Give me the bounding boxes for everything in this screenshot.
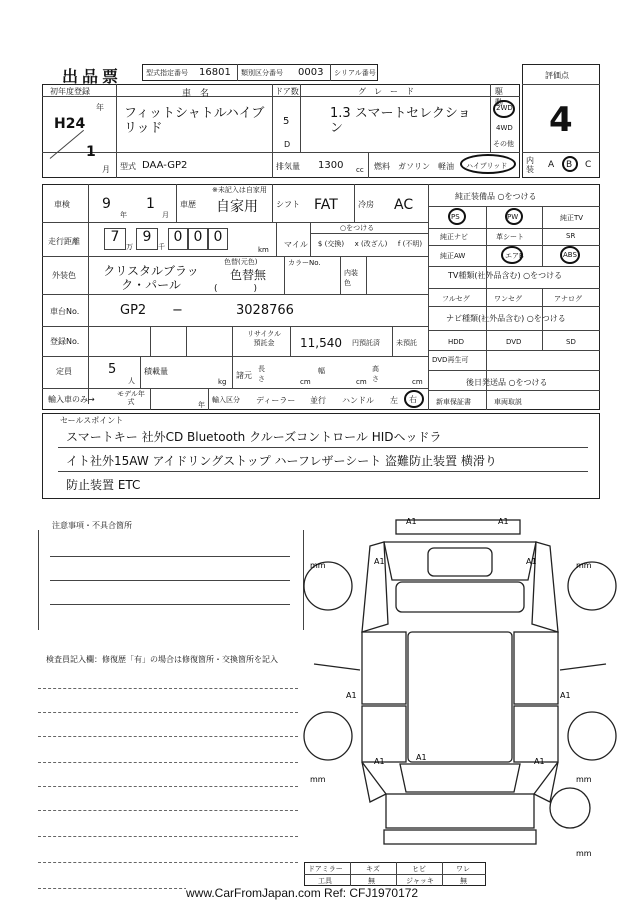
legend-cell: ヒビ <box>412 865 426 873</box>
wheel-rl-outer <box>304 712 352 760</box>
mileage-digit: 0 <box>188 228 208 250</box>
front-inner <box>428 548 492 576</box>
cap-value: 5 <box>108 362 117 377</box>
legend-cell: ワレ <box>456 865 470 873</box>
navi-dvd: DVD <box>506 338 522 346</box>
sales-line: 防止装置 ETC <box>66 478 141 492</box>
repaint-label: 色替(元色) <box>224 258 258 266</box>
dmg-mark: A1 <box>534 757 545 766</box>
shaken-year: 9 <box>102 196 111 212</box>
car-diagram <box>300 512 620 882</box>
interior-opt-c: C <box>585 160 592 170</box>
load-unit: kg <box>218 378 227 386</box>
score-label: 評価点 <box>545 71 569 80</box>
legend-cell: キズ <box>366 865 380 873</box>
shift-label: シフト <box>276 200 300 209</box>
disp-value: 1300 <box>318 160 344 171</box>
import-dealer: ディーラー <box>256 396 296 405</box>
mileage-digit: 9 <box>136 228 158 250</box>
model-cert-value: 16801 <box>199 67 231 78</box>
repaint-value: 色替無 <box>230 268 267 282</box>
left-fender <box>362 542 388 632</box>
rear-left-door <box>362 706 406 762</box>
doors-d: D <box>284 140 291 149</box>
mm-label: mm <box>310 561 326 570</box>
first-reg-year: H24 <box>54 116 86 132</box>
first-reg-month: 1 <box>86 144 96 160</box>
legend-cell: ドアミラー <box>308 865 343 873</box>
fuel-diesel: 軽油 <box>438 162 454 171</box>
fuel-gasoline: ガソリン <box>398 162 430 171</box>
mm-label: mm <box>310 775 326 784</box>
mileage-digit: 0 <box>168 228 188 250</box>
history-label: 車歴 <box>180 200 196 209</box>
dmg-mark: A1 <box>406 517 417 526</box>
rear-glass <box>400 764 520 792</box>
shaken-year-unit: 年 <box>120 211 127 219</box>
legend-cell: 無 <box>460 877 467 885</box>
handle-right: 右 <box>409 395 417 404</box>
shaken-month: 1 <box>146 196 155 212</box>
first-reg-label: 初年度登録 <box>50 87 90 96</box>
shaken-label: 車検 <box>54 200 70 209</box>
opt-pw: PW <box>507 213 519 221</box>
mileage-opt-altered: x (改ざん) <box>354 240 388 248</box>
mm-label: mm <box>576 561 592 570</box>
dim-height: 高さ <box>372 365 379 383</box>
right-fender <box>532 542 558 632</box>
dmg-mark: A1 <box>374 757 385 766</box>
mileage-opt-unknown: f (不明) <box>397 240 423 248</box>
color-label: 外装色 <box>52 271 76 280</box>
recycle-label: リサイクル預託金 <box>246 330 282 347</box>
shift-value: FAT <box>314 197 338 213</box>
sales-line: イト社外15AW アイドリングストップ ハーフレザーシート 盗難防止装置 横滑り <box>66 454 497 468</box>
drive-4wd: 4WD <box>496 124 513 132</box>
dim-width: 幅 <box>318 367 325 375</box>
legend-cell: 工具 <box>318 877 332 885</box>
mileage-digit: 0 <box>208 228 228 250</box>
legend-cell: 無 <box>368 877 375 885</box>
year-unit: 年 <box>96 103 104 112</box>
fuel-label: 燃料 <box>374 162 390 171</box>
chassis-prefix: GP2 <box>120 303 147 318</box>
opt-abs: ABS <box>563 251 577 259</box>
legend-cell: ジャッキ <box>406 877 434 885</box>
mm-label: mm <box>576 775 592 784</box>
chassis-dash: − <box>172 303 183 318</box>
import-div-label: 輸入区分 <box>212 396 240 404</box>
tv-oneseg: ワンセグ <box>494 295 522 303</box>
int-color-label: 内装色 <box>344 269 358 287</box>
class-value: 0003 <box>298 67 324 78</box>
opt-airbag: エアB <box>505 252 524 260</box>
man-unit: 万 <box>126 243 133 251</box>
navi-title: ナビ種類(社外品含む) ○をつける <box>446 314 566 323</box>
front-right-door <box>514 632 558 704</box>
score-value: 4 <box>549 100 573 140</box>
opt-ps: PS <box>451 213 460 221</box>
model-year-label: モデル年式 <box>117 390 145 406</box>
dmg-mark: A1 <box>346 691 357 700</box>
footer-ref: www.CarFromJapan.com Ref: CFJ1970172 <box>186 886 419 900</box>
grade-label: グ レ ー ド <box>358 87 414 96</box>
cap-unit: 人 <box>128 377 135 385</box>
mile-label: マイル <box>284 240 308 249</box>
handle-label: ハンドル <box>342 396 374 405</box>
front-left-door <box>362 632 406 704</box>
color-value: クリスタルブラック・パール <box>103 264 199 292</box>
ac-label: 冷房 <box>358 200 374 209</box>
recycle-value: 11,540 <box>300 336 342 350</box>
mileage-ok-label: ○をつける <box>340 224 375 232</box>
genuine-title: 純正装備品 ○をつける <box>455 192 537 201</box>
chassis-number: 3028766 <box>236 303 294 318</box>
fuel-hybrid: ハイブリッド <box>466 162 508 170</box>
dim-cm-1: cm <box>300 378 311 386</box>
doors-value: 5 <box>283 116 290 127</box>
interior-opt-b: B <box>566 160 573 170</box>
ac-value: AC <box>394 197 414 213</box>
handle-left: 左 <box>390 396 398 405</box>
recycle-no: 未預託 <box>396 339 417 347</box>
wheel-rr-outer <box>568 712 616 760</box>
opt-aw: 純正AW <box>440 252 466 260</box>
class-label: 類別区分番号 <box>241 69 283 77</box>
model-value: DAA-GP2 <box>142 160 188 171</box>
tv-title: TV種類(社外品含む) ○をつける <box>448 271 563 280</box>
drive-label: 駆動 <box>495 87 503 107</box>
trunk <box>386 794 534 828</box>
drive-2wd: 2WD <box>496 104 513 112</box>
grade-value: 1.3 スマートセレクション <box>330 106 471 136</box>
interior-opt-a: A <box>548 160 555 170</box>
sen-unit: 千 <box>158 243 165 251</box>
history-value: 自家用 <box>216 199 258 215</box>
mileage-digits <box>104 228 228 250</box>
doors-label: ドア数 <box>275 87 299 96</box>
opt-tv: 純正TV <box>560 214 584 222</box>
history-note: ※未記入は自家用 <box>212 186 267 194</box>
left-quarter <box>362 762 386 802</box>
rear-right-door <box>514 706 558 762</box>
spare-wheel <box>550 788 590 828</box>
mm-label: mm <box>576 849 592 858</box>
dmg-mark: A1 <box>374 557 385 566</box>
model-label: 型式 <box>120 162 136 171</box>
dim-label: 諸元 <box>236 371 252 380</box>
after-warranty: 新車保証書 <box>436 398 471 406</box>
mileage-digit: 7 <box>104 228 126 250</box>
dvd-play: DVD再生可 <box>432 356 469 364</box>
sales-label: セールスポイント <box>60 416 124 425</box>
repaint-paren: ( ) <box>214 284 258 294</box>
roof <box>408 632 512 762</box>
notes-label: 注意事項・不具合箇所 <box>52 521 132 530</box>
opt-navi: 純正ナビ <box>440 233 468 241</box>
dmg-mark: A1 <box>498 517 509 526</box>
chassis-label: 車台No. <box>50 307 80 316</box>
disp-unit: cc <box>356 166 364 174</box>
rear-bumper <box>384 830 536 844</box>
inspector-label: 検査員記入欄：修復歴「有」の場合は修復箇所・交換箇所を記入 <box>46 655 278 664</box>
month-unit: 月 <box>102 165 110 174</box>
navi-sd: SD <box>566 338 576 346</box>
recycle-unit: 円預託済 <box>352 339 380 347</box>
tv-analog: アナログ <box>554 295 582 303</box>
interior-label: 内装 <box>526 156 534 174</box>
shaken-month-unit: 月 <box>162 211 169 219</box>
navi-hdd: HDD <box>448 338 465 346</box>
car-name-label: 車 名 <box>182 89 210 99</box>
cap-label: 定員 <box>56 367 72 376</box>
dim-cm-2: cm <box>356 378 367 386</box>
opt-leather: 革シート <box>496 233 524 241</box>
dmg-mark: A1 <box>560 691 571 700</box>
sheet-title: 出品票 <box>62 67 123 86</box>
dim-cm-3: cm <box>412 378 423 386</box>
mileage-label: 走行距離 <box>48 237 80 246</box>
reg-label: 登録No. <box>50 337 80 346</box>
after-title: 後日発送品 ○をつける <box>466 378 548 387</box>
drive-other: その他 <box>493 140 514 148</box>
import-label: 輸入車のみ→ <box>48 395 95 404</box>
windshield <box>396 582 524 612</box>
model-cert-label: 型式指定番号 <box>146 69 188 77</box>
import-parallel: 並行 <box>310 396 326 405</box>
sales-line: スマートキー 社外CD Bluetooth クルーズコントロール HIDヘッドラ <box>66 430 442 444</box>
dim-length: 長さ <box>258 365 265 383</box>
dmg-mark: A1 <box>416 753 427 762</box>
disp-label: 排気量 <box>276 162 300 171</box>
model-year-unit: 年 <box>198 401 205 409</box>
dmg-mark: A1 <box>526 557 537 566</box>
mileage-opt-exchange: $ (交換) <box>317 240 345 248</box>
tv-fullseg: フルセグ <box>442 295 470 303</box>
after-manual: 車両取説 <box>494 398 522 406</box>
color-no-label: カラーNo. <box>288 259 321 267</box>
serial-label: シリアル番号 <box>334 69 376 77</box>
opt-sr: SR <box>566 232 576 240</box>
load-label: 積載量 <box>144 367 168 376</box>
car-name: フィットシャトルハイブリッド <box>124 106 265 136</box>
km-unit: km <box>258 246 269 254</box>
